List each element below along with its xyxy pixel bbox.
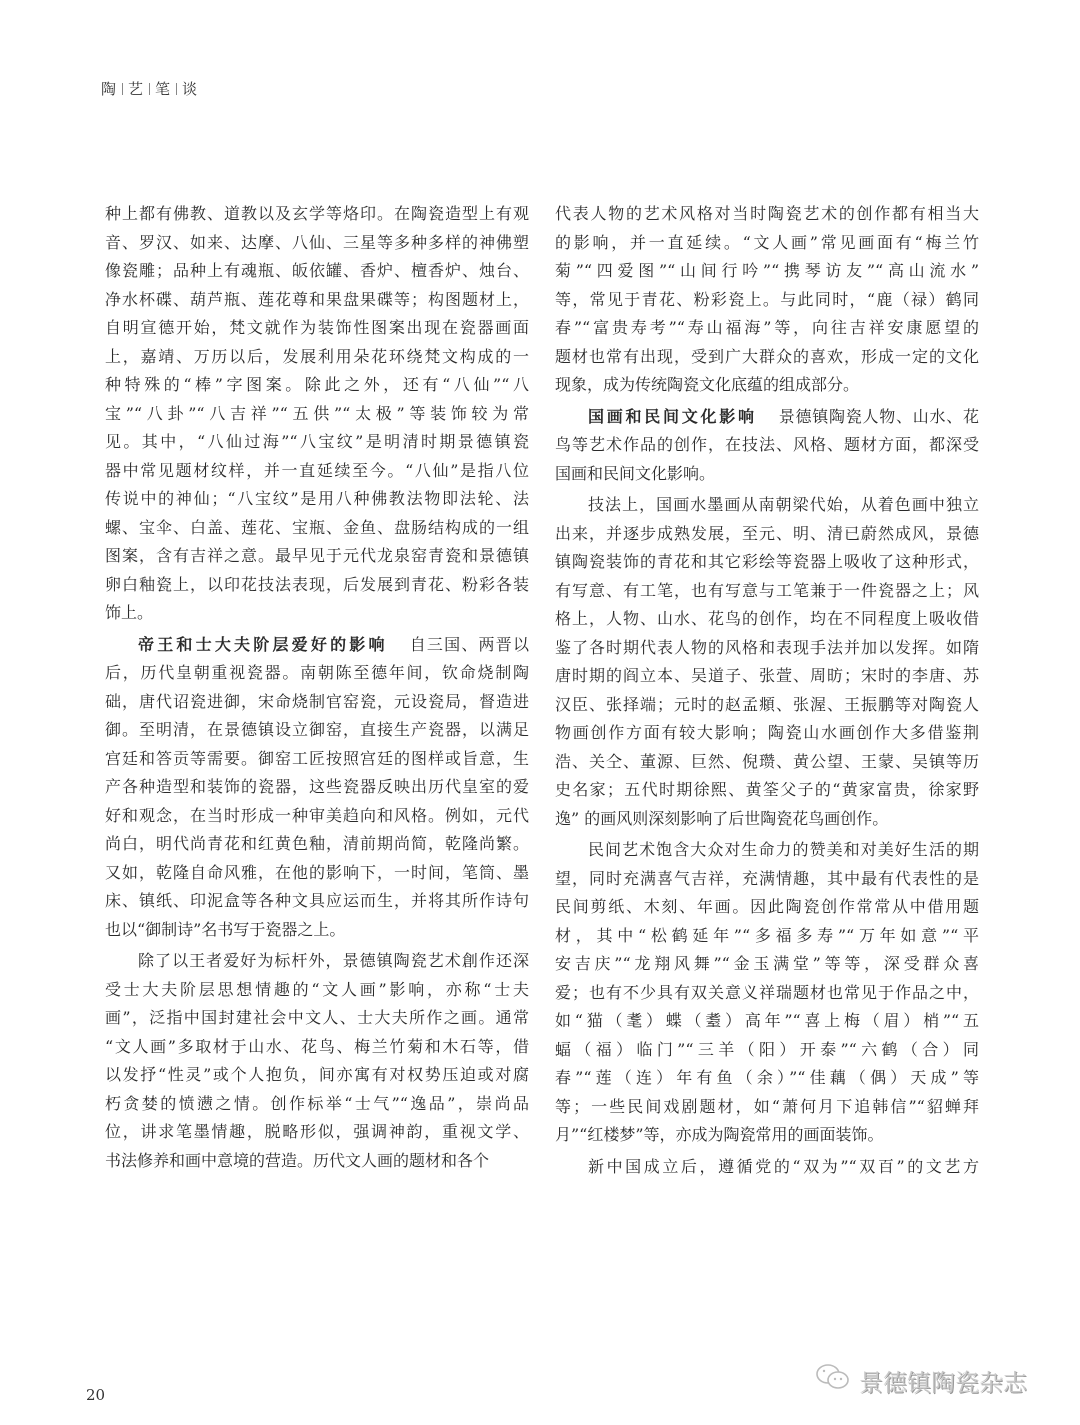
text-line bbox=[555, 893, 979, 922]
text-line bbox=[105, 716, 529, 745]
running-head-char: 艺 bbox=[128, 80, 145, 98]
text-line bbox=[555, 520, 979, 549]
line-text: 鸟等艺术作品的创作，在技法、风格、题材方面，都深受 bbox=[555, 435, 979, 454]
line-text: 春”“富贵寿考”“寿山福海”等，向往吉祥安康愿望的 bbox=[555, 318, 979, 337]
text-line bbox=[555, 662, 979, 691]
text-line bbox=[105, 976, 529, 1005]
watermark bbox=[815, 1362, 1027, 1398]
text-line bbox=[555, 805, 979, 834]
line-text: 自明宣德开始，梵文就作为装饰性图案出现在瓷器画面 bbox=[105, 318, 529, 337]
line-text: 技法上，国画水墨画从南朝梁代始，从着色画中独立 bbox=[588, 495, 979, 514]
line-text: 史名家；五代时期徐熙、黄筌父子的“黄家富贵，徐家野 bbox=[555, 780, 979, 799]
text-line bbox=[555, 343, 979, 372]
wechat-icon bbox=[815, 1362, 851, 1398]
text-line bbox=[555, 691, 979, 720]
text-line bbox=[105, 659, 529, 688]
line-text: 以发抒“性灵”或个人抱负，间亦寓有对权势压迫或对腐 bbox=[105, 1065, 529, 1084]
line-text: 宫廷和答贡等需要。御窑工匠按照宫廷的图样或旨意，生 bbox=[105, 748, 529, 768]
line-text: 鉴了各时期代表人物的风格和表现手法并加以发挥。如隋 bbox=[555, 637, 979, 657]
line-text: 后，历代皇朝重视瓷器。南朝陈至德年间，钦命烧制陶 bbox=[105, 663, 529, 682]
line-text: 如“猫（耄）蝶（耋）高年”“喜上梅（眉）梢”“五 bbox=[555, 1011, 979, 1030]
line-text: 像瓷雕；品种上有魂瓶、皈依罐、香炉、檀香炉、烛台、 bbox=[105, 261, 529, 280]
line-text: 现象，成为传统陶瓷文化底蕴的组成部分。 bbox=[555, 375, 860, 394]
line-text: 饰上。 bbox=[105, 603, 154, 622]
line-text: 朽贪婪的愤懑之情。创作标举“士气”“逸品”，崇尚品 bbox=[105, 1093, 529, 1113]
right-column bbox=[555, 200, 979, 1184]
text-line bbox=[105, 200, 529, 229]
text-line bbox=[555, 776, 979, 805]
text-line bbox=[555, 1093, 979, 1122]
line-text: 蝠（福）临门”“三羊（阳）开泰”“六鹤（合）同 bbox=[555, 1039, 979, 1059]
text-line bbox=[555, 1121, 979, 1150]
text-line bbox=[105, 343, 529, 372]
text-line bbox=[105, 745, 529, 774]
line-text: 御。至明清，在景德镇设立御窑，直接生产瓷器，以满足 bbox=[105, 720, 529, 739]
line-text: 音、罗汉、如来、达摩、八仙、三星等多种多样的神佛塑 bbox=[105, 232, 529, 252]
text-line bbox=[105, 485, 529, 514]
text-line bbox=[555, 314, 979, 343]
line-text: 逸” 的画风则深刻影响了后世陶瓷花鸟画创作。 bbox=[555, 808, 889, 828]
line-text: 等；一些民间戏剧题材，如“萧何月下追韩信”“貂蝉拜 bbox=[555, 1096, 979, 1116]
line-text: “文人画”多取材于山水、花鸟、梅兰竹菊和木石等，借 bbox=[105, 1036, 529, 1056]
text-line bbox=[105, 514, 529, 543]
text-line bbox=[105, 1118, 529, 1147]
line-text: 代表人物的艺术风格对当时陶瓷艺术的创作都有相当大 bbox=[555, 204, 979, 223]
line-text: 种上都有佛教、道教以及玄学等烙印。在陶瓷造型上有观 bbox=[105, 204, 529, 223]
line-text: 浩、关仝、董源、巨然、倪瓒、黄公望、王蒙、吴镇等历 bbox=[555, 751, 979, 771]
line-text: 净水杯碟、葫芦瓶、莲花尊和果盘果碟等；构图题材上， bbox=[105, 289, 529, 309]
watermark-text: 景德镇陶瓷杂志 bbox=[859, 1368, 1027, 1397]
line-text: 新中国成立后，遵循党的“双为”“双百”的文艺方 bbox=[588, 1156, 979, 1176]
separator bbox=[176, 83, 177, 95]
text-line bbox=[105, 1061, 529, 1090]
text-line bbox=[105, 286, 529, 315]
line-text: 物画创作方面有较大影响；陶瓷山水画创作大多借鉴荆 bbox=[555, 723, 979, 742]
line-text: 好和观念，在当时形成一种审美趋向和风格。例如，元代 bbox=[105, 805, 529, 825]
page-number: 20 bbox=[86, 1386, 106, 1404]
text-line bbox=[105, 947, 529, 976]
line-text: 又如，乾隆自命风雅，在他的影响下，一时间，笔筒、墨 bbox=[105, 862, 529, 882]
text-line bbox=[555, 1153, 979, 1182]
line-text: 国画和民间文化影响。 bbox=[555, 463, 716, 483]
line-text: 图案，含有吉祥之意。最早见于元代龙泉窑青瓷和景德镇 bbox=[105, 546, 529, 565]
text-line bbox=[555, 257, 979, 286]
line-text: 除了以王者爱好为标杆外，景德镇陶瓷艺术創作还深 bbox=[138, 951, 529, 970]
line-text: 有写意、有工笔，也有写意与工笔兼于一件瓷器之上；风 bbox=[555, 580, 979, 600]
line-text: 宝”“八卦”“八吉祥”“五供”“太极”等装饰较为常 bbox=[105, 403, 529, 423]
line-text: 也以“御制诗”名书写于瓷器之上。 bbox=[105, 919, 346, 939]
text-line bbox=[105, 1090, 529, 1119]
text-line bbox=[555, 922, 979, 951]
line-text: 传说中的神仙；“八宝纹”是用八种佛教法物即法轮、法 bbox=[105, 489, 529, 508]
line-text: 题材也常有出现，受到广大群众的喜欢，形成一定的文化 bbox=[555, 346, 979, 366]
text-line bbox=[555, 200, 979, 229]
text-line bbox=[555, 286, 979, 315]
text-line bbox=[555, 548, 979, 577]
text-line bbox=[555, 491, 979, 520]
text-line bbox=[105, 229, 529, 258]
line-text: 见。其中，“八仙过海”“八宝纹”是明清时期景德镇瓷 bbox=[105, 432, 529, 451]
text-line bbox=[105, 571, 529, 600]
line-text: 器中常见题材纹样，并一直延续至今。“八仙”是指八位 bbox=[105, 460, 529, 480]
text-line bbox=[555, 1036, 979, 1065]
line-text: 位，讲求笔墨情趣，脱略形似，强调神韵，重视文学、 bbox=[105, 1122, 529, 1141]
line-text: 书法修养和画中意境的营造。历代文人画的题材和各个 bbox=[105, 1150, 490, 1170]
text-line bbox=[105, 542, 529, 571]
line-text: 上，嘉靖、万历以后，发展利用朵花环绕梵文构成的一 bbox=[105, 346, 529, 366]
paragraph bbox=[555, 200, 979, 400]
text-line bbox=[105, 1033, 529, 1062]
line-text: 民间剪纸、木刻、年画。因此陶瓷创作常常从中借用题 bbox=[555, 897, 979, 916]
line-text: 菊”“四爱图”“山间行吟”“携琴访友”“高山流水” bbox=[555, 261, 979, 280]
paragraph bbox=[105, 200, 529, 628]
text-line bbox=[105, 1004, 529, 1033]
line-text: 春”“莲（连）年有鱼（余）”“佳藕（偶）天成”等 bbox=[555, 1068, 979, 1087]
line-text: 卵白釉瓷上，以印花技法表现，后发展到青花、粉彩各装 bbox=[105, 574, 529, 594]
line-text: 汉臣、张择端；元时的赵孟頫、张渥、王振鹏等对陶瓷人 bbox=[555, 694, 979, 714]
text-line bbox=[555, 431, 979, 460]
text-line bbox=[555, 1064, 979, 1093]
text-line bbox=[105, 859, 529, 888]
line-text: 望，同时充满喜气吉祥，充满情趣，其中最有代表性的是 bbox=[555, 868, 979, 888]
separator bbox=[122, 83, 123, 95]
paragraph bbox=[555, 1153, 979, 1182]
text-line bbox=[105, 830, 529, 859]
line-text: 的影响，并一直延续。“文人画”常见画面有“梅兰竹 bbox=[555, 232, 979, 252]
section-paragraph bbox=[555, 403, 979, 489]
text-line bbox=[105, 371, 529, 400]
line-text: 唐时期的阎立本、吴道子、张萱、周昉；宋时的李唐、苏 bbox=[555, 666, 979, 685]
text-line bbox=[555, 371, 979, 400]
line-text: 民间艺术饱含大众对生命力的赞美和对美好生活的期 bbox=[588, 840, 979, 859]
text-line bbox=[555, 950, 979, 979]
line-text: 镇陶瓷装饰的青花和其它彩绘等瓷器上吸收了这种形式， bbox=[555, 552, 979, 571]
text-line bbox=[555, 748, 979, 777]
running-head-char: 谈 bbox=[182, 80, 199, 98]
line-text: 种特殊的“棒”字图案。除此之外，还有“八仙”“八 bbox=[105, 375, 529, 394]
line-text: 螺、宝伞、白盖、莲花、宝瓶、金鱼、盘肠结构成的一组 bbox=[105, 517, 529, 537]
line-text: 自三国、两晋以 bbox=[409, 634, 529, 654]
section-heading: 帝王和士大夫阶层爱好的影响 bbox=[138, 634, 388, 654]
separator bbox=[149, 83, 150, 95]
paragraph bbox=[555, 491, 979, 833]
text-line bbox=[105, 916, 529, 945]
text-line bbox=[105, 631, 529, 660]
line-text: 础，唐代诏瓷进御，宋命烧制官窑瓷，元设瓷局，督造进 bbox=[105, 691, 529, 711]
text-line bbox=[555, 229, 979, 258]
line-text: 尚白，明代尚青花和红黄色釉，清前期尚简，乾隆尚繁。 bbox=[105, 834, 529, 853]
line-text: 产各种造型和装饰的瓷器，这些瓷器反映出历代皇室的爱 bbox=[105, 777, 529, 796]
line-text: 爱；也有不少具有双关意义祥瑞题材也常见于作品之中， bbox=[555, 982, 979, 1002]
text-line bbox=[555, 1007, 979, 1036]
text-line bbox=[555, 865, 979, 894]
paragraph bbox=[105, 947, 529, 1175]
text-line bbox=[105, 688, 529, 717]
text-line bbox=[105, 887, 529, 916]
text-line bbox=[555, 719, 979, 748]
running-head-char: 陶 bbox=[101, 80, 118, 98]
text-line bbox=[105, 314, 529, 343]
text-line bbox=[105, 428, 529, 457]
line-text: 安吉庆”“龙翔风舞”“金玉满堂”等等，深受群众喜 bbox=[555, 954, 979, 973]
text-line bbox=[105, 457, 529, 486]
line-text: 月”“红楼梦”等，亦成为陶瓷常用的画面装饰。 bbox=[555, 1125, 884, 1144]
text-line bbox=[555, 836, 979, 865]
line-text: 等，常见于青花、粉彩瓷上。与此同时，“鹿（禄）鹤同 bbox=[555, 289, 979, 309]
line-text: 画”，泛指中国封建社会中文人、士大夫所作之画。通常 bbox=[105, 1008, 529, 1027]
text-line bbox=[555, 979, 979, 1008]
text-line bbox=[555, 605, 979, 634]
section-paragraph bbox=[105, 631, 529, 945]
line-text: 受士大夫阶层思想情趣的“文人画”影响，亦称“士夫 bbox=[105, 979, 529, 999]
line-text: 出来，并逐步成熟发展，至元、明、清已蔚然成风，景德 bbox=[555, 523, 979, 543]
paragraph bbox=[555, 836, 979, 1150]
line-text: 格上，人物、山水、花鸟的创作，均在不同程度上吸收借 bbox=[555, 609, 979, 628]
line-text: 材，其中“松鹤延年”“多福多寿”“万年如意”“平 bbox=[555, 925, 979, 945]
section-heading: 国画和民间文化影响 bbox=[588, 406, 757, 426]
line-text: 景德镇陶瓷人物、山水、花 bbox=[778, 406, 979, 426]
text-line bbox=[105, 773, 529, 802]
text-line bbox=[555, 403, 979, 432]
running-head bbox=[101, 78, 198, 99]
text-line bbox=[105, 1147, 529, 1176]
text-line bbox=[105, 599, 529, 628]
text-line bbox=[105, 257, 529, 286]
text-line bbox=[555, 460, 979, 489]
left-column bbox=[105, 200, 529, 1178]
running-head-char: 笔 bbox=[155, 80, 172, 98]
line-text: 床、镇纸、印泥盒等各种文具应运而生，并将其所作诗句 bbox=[105, 891, 529, 910]
text-line bbox=[105, 400, 529, 429]
text-line bbox=[555, 634, 979, 663]
text-line bbox=[555, 577, 979, 606]
text-line bbox=[105, 802, 529, 831]
